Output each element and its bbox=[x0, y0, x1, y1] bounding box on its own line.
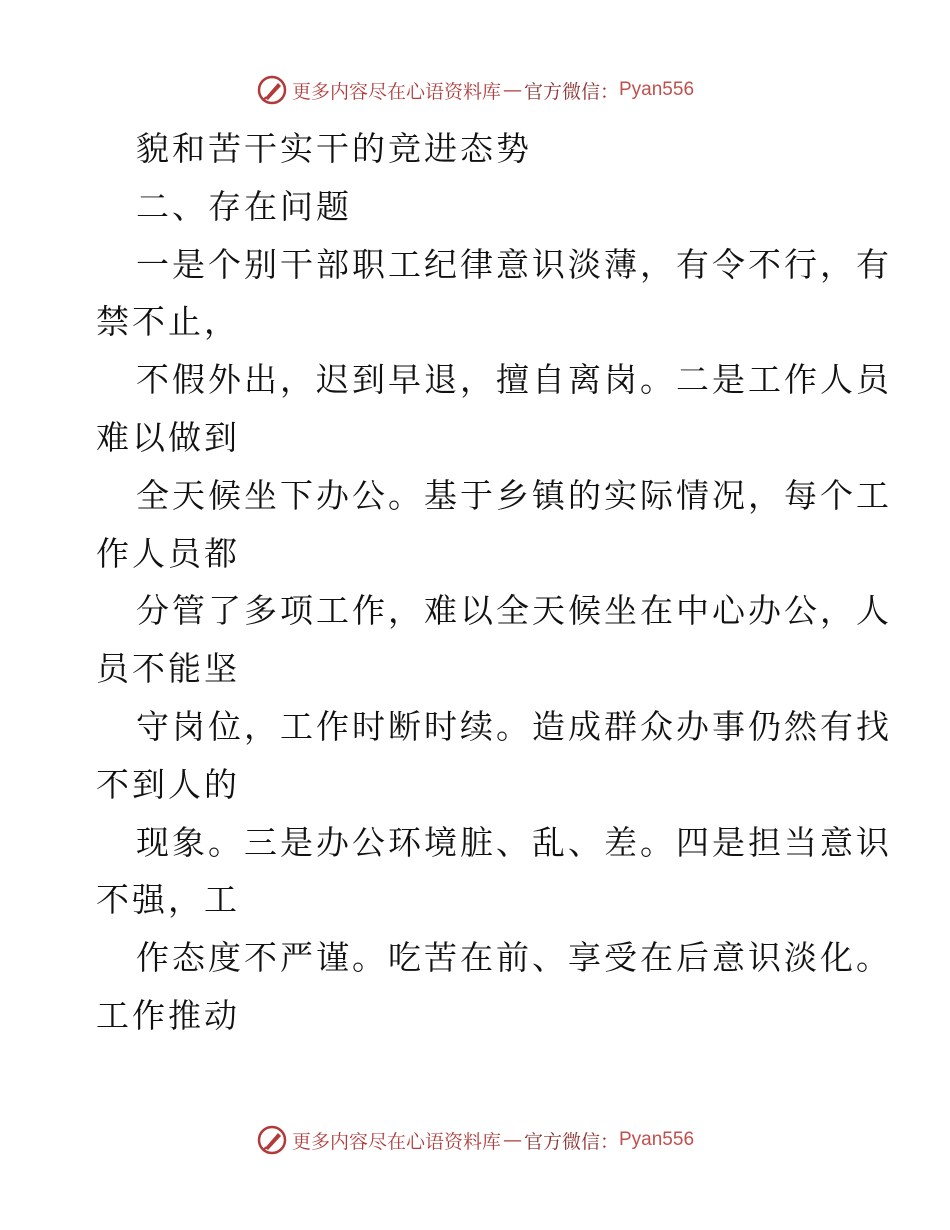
banner-dash: — bbox=[502, 1129, 522, 1151]
text-line: 不假外出，迟到早退，擅自离岗。二是工作人员 bbox=[136, 360, 892, 400]
footer-banner bbox=[0, 1120, 950, 1160]
section-heading: 二、存在问题 bbox=[136, 186, 352, 226]
text-line: 不强，工 bbox=[96, 880, 240, 920]
text-line: 全天候坐下办公。基于乡镇的实际情况，每个工 bbox=[136, 475, 892, 515]
text-line: 现象。三是办公环境脏、乱、差。四是担当意识 bbox=[136, 822, 892, 862]
text-line: 守岗位，工作时断时续。造成群众办事仍然有找 bbox=[136, 706, 892, 746]
document-body bbox=[96, 120, 892, 1045]
text-line: 工作推动 bbox=[96, 995, 240, 1035]
banner-wechat-label: 官方微信： bbox=[523, 80, 619, 103]
banner-wechat-label: 官方微信： bbox=[523, 1130, 619, 1153]
quill-logo-icon bbox=[256, 74, 288, 106]
text-line: 一是个别干部职工纪律意识淡薄，有令不行，有 bbox=[136, 244, 892, 284]
text-line: 作人员都 bbox=[96, 533, 240, 573]
text-line: 禁不止， bbox=[96, 302, 240, 342]
banner-dash: — bbox=[502, 79, 522, 101]
banner-wechat-id: Pyan556 bbox=[619, 79, 695, 100]
text-line: 作态度不严谨。吃苦在前、享受在后意识淡化。 bbox=[136, 938, 892, 978]
quill-logo-icon bbox=[256, 1124, 288, 1156]
banner-wechat-id: Pyan556 bbox=[619, 1129, 695, 1150]
text-line: 员不能坚 bbox=[96, 649, 240, 689]
banner-main-text: 更多内容尽在心语资料库 bbox=[291, 1130, 501, 1153]
text-line: 貌和苦干实干的竞进态势 bbox=[136, 129, 532, 168]
text-line: 难以做到 bbox=[96, 417, 240, 457]
header-banner bbox=[0, 70, 950, 110]
text-line: 分管了多项工作，难以全天候坐在中心办公，人 bbox=[136, 591, 892, 631]
banner-main-text: 更多内容尽在心语资料库 bbox=[291, 80, 501, 103]
text-line: 不到人的 bbox=[96, 764, 240, 804]
